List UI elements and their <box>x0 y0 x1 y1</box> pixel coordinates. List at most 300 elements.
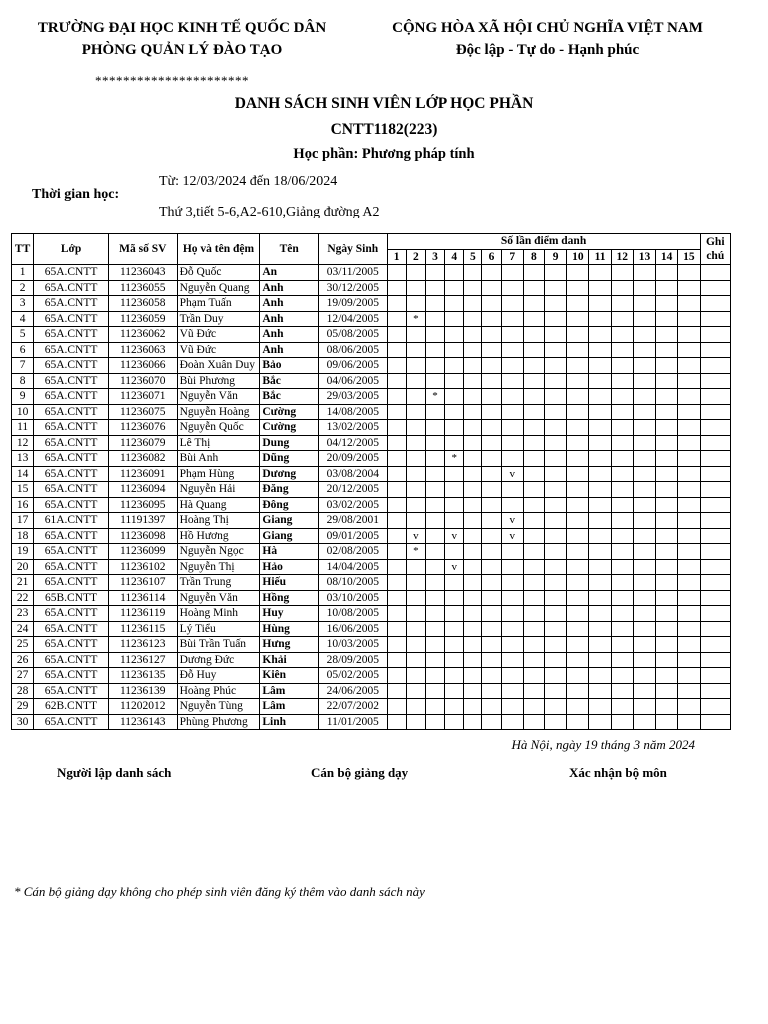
col-header-attendance: Số lần điểm danh <box>387 234 700 250</box>
attendance-cell <box>567 513 589 529</box>
cell-note <box>700 342 730 358</box>
cell-class: 65A.CNTT <box>34 265 109 281</box>
attendance-cell <box>482 606 501 622</box>
cell-dob: 22/07/2002 <box>318 699 387 715</box>
attendance-cell <box>406 714 425 730</box>
attendance-cell <box>482 544 501 560</box>
attendance-cell <box>501 544 523 560</box>
attendance-cell: * <box>406 311 425 327</box>
attendance-cell <box>501 652 523 668</box>
attendance-cell <box>611 621 633 637</box>
cell-note <box>700 296 730 312</box>
attendance-cell <box>589 575 611 591</box>
attendance-cell <box>482 699 501 715</box>
attendance-cell <box>445 389 464 405</box>
cell-student-id: 11236070 <box>108 373 177 389</box>
cell-class: 65A.CNTT <box>34 482 109 498</box>
attendance-cell <box>482 559 501 575</box>
attendance-cell <box>425 559 444 575</box>
attendance-cell: * <box>406 544 425 560</box>
cell-class: 65A.CNTT <box>34 683 109 699</box>
attendance-cell <box>482 683 501 699</box>
table-row <box>12 590 731 606</box>
attendance-cell <box>387 389 406 405</box>
cell-tt: 18 <box>12 528 34 544</box>
attendance-cell <box>464 575 482 591</box>
attendance-cell <box>523 327 544 343</box>
attendance-cell <box>633 544 655 560</box>
cell-class: 65A.CNTT <box>34 451 109 467</box>
cell-name: Bắc <box>260 389 319 405</box>
cell-surname: Hồ Hương <box>177 528 260 544</box>
cell-student-id: 11236091 <box>108 466 177 482</box>
table-row <box>12 482 731 498</box>
attendance-cell <box>567 606 589 622</box>
attendance-cell <box>656 342 678 358</box>
attendance-cell <box>589 637 611 653</box>
attendance-cell <box>545 420 567 436</box>
attendance-cell <box>567 575 589 591</box>
cell-class: 65A.CNTT <box>34 714 109 730</box>
cell-class: 65A.CNTT <box>34 358 109 374</box>
cell-dob: 10/08/2005 <box>318 606 387 622</box>
cell-dob: 16/06/2005 <box>318 621 387 637</box>
cell-dob: 14/04/2005 <box>318 559 387 575</box>
cell-tt: 27 <box>12 668 34 684</box>
attendance-cell <box>633 714 655 730</box>
cell-dob: 20/09/2005 <box>318 451 387 467</box>
class-code: CNTT1182(223) <box>330 121 438 138</box>
cell-dob: 04/06/2005 <box>318 373 387 389</box>
cell-name: Bảo <box>260 358 319 374</box>
attendance-cell <box>567 373 589 389</box>
cell-surname: Đỗ Huy <box>177 668 260 684</box>
course-name: Học phần: Phương pháp tính <box>293 146 475 162</box>
attendance-cell <box>567 699 589 715</box>
cell-tt: 3 <box>12 296 34 312</box>
attendance-cell <box>387 621 406 637</box>
table-row <box>12 683 731 699</box>
table-row <box>12 637 731 653</box>
attendance-cell <box>406 699 425 715</box>
attendance-cell <box>633 637 655 653</box>
cell-name: Hưng <box>260 637 319 653</box>
cell-class: 65A.CNTT <box>34 668 109 684</box>
attendance-cell <box>445 683 464 699</box>
student-roster-table <box>11 233 731 730</box>
attendance-cell <box>611 683 633 699</box>
attendance-cell <box>387 575 406 591</box>
attendance-cell <box>523 482 544 498</box>
cell-name: Lâm <box>260 683 319 699</box>
table-row <box>12 435 731 451</box>
attendance-cell <box>445 513 464 529</box>
attendance-cell <box>589 528 611 544</box>
cell-student-id: 11236135 <box>108 668 177 684</box>
attendance-cell <box>656 404 678 420</box>
attendance-cell <box>445 590 464 606</box>
attendance-cell <box>678 699 700 715</box>
attendance-cell <box>656 497 678 513</box>
attendance-cell <box>633 652 655 668</box>
attendance-cell <box>633 621 655 637</box>
attendance-cell <box>545 373 567 389</box>
attendance-cell <box>633 358 655 374</box>
attendance-cell <box>425 358 444 374</box>
cell-name: Anh <box>260 296 319 312</box>
attendance-cell <box>387 404 406 420</box>
attendance-cell <box>425 699 444 715</box>
cell-name: Giang <box>260 513 319 529</box>
attendance-cell <box>656 420 678 436</box>
table-row <box>12 466 731 482</box>
attendance-cell <box>523 621 544 637</box>
attendance-cell <box>678 404 700 420</box>
attendance-cell <box>445 311 464 327</box>
cell-note <box>700 358 730 374</box>
table-row <box>12 621 731 637</box>
attendance-cell <box>523 652 544 668</box>
attendance-cell <box>501 358 523 374</box>
attendance-cell <box>589 497 611 513</box>
attendance-cell <box>406 466 425 482</box>
attendance-cell <box>523 637 544 653</box>
attendance-cell <box>678 544 700 560</box>
attendance-cell <box>611 435 633 451</box>
attendance-cell <box>678 420 700 436</box>
session-header-9: 9 <box>545 249 567 265</box>
attendance-cell <box>425 544 444 560</box>
cell-class: 65A.CNTT <box>34 606 109 622</box>
attendance-cell <box>464 358 482 374</box>
session-header-1: 1 <box>387 249 406 265</box>
attendance-cell <box>445 404 464 420</box>
attendance-cell <box>611 420 633 436</box>
attendance-cell <box>656 513 678 529</box>
col-header-name: Tên <box>260 234 319 265</box>
table-row <box>12 544 731 560</box>
cell-dob: 02/08/2005 <box>318 544 387 560</box>
attendance-cell <box>678 373 700 389</box>
attendance-cell <box>406 513 425 529</box>
attendance-cell <box>589 451 611 467</box>
cell-tt: 15 <box>12 482 34 498</box>
attendance-cell <box>611 699 633 715</box>
attendance-cell <box>545 590 567 606</box>
attendance-cell <box>545 296 567 312</box>
attendance-cell <box>425 590 444 606</box>
cell-class: 65A.CNTT <box>34 280 109 296</box>
attendance-cell <box>545 621 567 637</box>
cell-name: Anh <box>260 342 319 358</box>
attendance-cell <box>611 513 633 529</box>
attendance-cell <box>678 575 700 591</box>
attendance-cell <box>482 265 501 281</box>
cell-dob: 03/08/2004 <box>318 466 387 482</box>
table-row <box>12 358 731 374</box>
attendance-cell <box>387 606 406 622</box>
attendance-cell: v <box>445 559 464 575</box>
attendance-cell <box>589 482 611 498</box>
table-row <box>12 699 731 715</box>
attendance-cell <box>545 606 567 622</box>
attendance-cell <box>501 265 523 281</box>
attendance-cell <box>425 296 444 312</box>
attendance-cell <box>406 373 425 389</box>
attendance-cell <box>464 466 482 482</box>
attendance-cell <box>567 342 589 358</box>
attendance-cell <box>523 559 544 575</box>
attendance-cell <box>545 466 567 482</box>
cell-student-id: 11236076 <box>108 420 177 436</box>
cell-student-id: 11236082 <box>108 451 177 467</box>
cell-tt: 17 <box>12 513 34 529</box>
attendance-cell <box>523 358 544 374</box>
cell-student-id: 11236094 <box>108 482 177 498</box>
cell-class: 65A.CNTT <box>34 652 109 668</box>
attendance-cell <box>545 559 567 575</box>
cell-tt: 2 <box>12 280 34 296</box>
attendance-cell <box>678 327 700 343</box>
attendance-cell <box>501 575 523 591</box>
study-period-label: Thời gian học: <box>32 187 120 202</box>
cell-tt: 24 <box>12 621 34 637</box>
cell-class: 65A.CNTT <box>34 528 109 544</box>
table-row <box>12 265 731 281</box>
attendance-cell <box>611 265 633 281</box>
attendance-cell <box>482 466 501 482</box>
attendance-cell <box>464 280 482 296</box>
attendance-cell <box>425 342 444 358</box>
attendance-cell <box>656 544 678 560</box>
cell-surname: Phùng Phương <box>177 714 260 730</box>
attendance-cell <box>445 482 464 498</box>
cell-tt: 5 <box>12 327 34 343</box>
attendance-cell <box>406 668 425 684</box>
attendance-cell <box>387 528 406 544</box>
attendance-cell <box>567 544 589 560</box>
attendance-cell <box>633 404 655 420</box>
attendance-cell <box>523 683 544 699</box>
cell-note <box>700 311 730 327</box>
attendance-cell <box>387 482 406 498</box>
cell-note <box>700 327 730 343</box>
university-header <box>22 17 342 61</box>
attendance-cell <box>482 280 501 296</box>
cell-dob: 19/09/2005 <box>318 296 387 312</box>
attendance-cell <box>567 466 589 482</box>
study-schedule: Thứ 3,tiết 5-6,A2-610,Giảng đường A2 <box>159 205 380 218</box>
attendance-cell <box>633 559 655 575</box>
attendance-cell <box>523 699 544 715</box>
cell-tt: 8 <box>12 373 34 389</box>
attendance-cell <box>567 451 589 467</box>
session-header-3: 3 <box>425 249 444 265</box>
attendance-cell <box>464 544 482 560</box>
attendance-cell <box>523 668 544 684</box>
attendance-cell <box>387 451 406 467</box>
cell-dob: 03/02/2005 <box>318 497 387 513</box>
cell-name: Anh <box>260 327 319 343</box>
cell-dob: 14/08/2005 <box>318 404 387 420</box>
cell-note <box>700 451 730 467</box>
attendance-cell <box>656 280 678 296</box>
attendance-cell <box>611 466 633 482</box>
attendance-cell <box>523 714 544 730</box>
cell-surname: Hoàng Phúc <box>177 683 260 699</box>
cell-note <box>700 621 730 637</box>
attendance-cell <box>678 590 700 606</box>
attendance-cell <box>464 451 482 467</box>
attendance-cell <box>464 513 482 529</box>
attendance-cell <box>464 559 482 575</box>
attendance-cell <box>464 265 482 281</box>
attendance-cell <box>656 683 678 699</box>
attendance-cell <box>464 528 482 544</box>
attendance-cell <box>445 466 464 482</box>
cell-surname: Nguyễn Ngọc <box>177 544 260 560</box>
attendance-cell <box>545 683 567 699</box>
national-motto: Độc lập - Tự do - Hạnh phúc <box>455 42 640 58</box>
attendance-cell <box>656 606 678 622</box>
attendance-cell <box>482 389 501 405</box>
cell-surname: Phạm Tuấn <box>177 296 260 312</box>
attendance-cell <box>501 404 523 420</box>
cell-note <box>700 590 730 606</box>
cell-student-id: 11236066 <box>108 358 177 374</box>
cell-dob: 04/12/2005 <box>318 435 387 451</box>
note-label-2: chú <box>706 250 725 262</box>
attendance-cell <box>545 652 567 668</box>
cell-note <box>700 668 730 684</box>
attendance-cell <box>482 497 501 513</box>
cell-dob: 05/02/2005 <box>318 668 387 684</box>
attendance-cell <box>501 714 523 730</box>
attendance-cell <box>501 699 523 715</box>
attendance-cell <box>445 265 464 281</box>
attendance-cell <box>482 513 501 529</box>
cell-tt: 6 <box>12 342 34 358</box>
attendance-cell <box>633 683 655 699</box>
table-row <box>12 420 731 436</box>
cell-student-id: 11236119 <box>108 606 177 622</box>
attendance-cell <box>678 621 700 637</box>
cell-tt: 13 <box>12 451 34 467</box>
attendance-cell <box>567 621 589 637</box>
attendance-cell <box>633 699 655 715</box>
university-name: TRƯỜNG ĐẠI HỌC KINH TẾ QUỐC DÂN <box>37 20 327 36</box>
attendance-cell <box>633 373 655 389</box>
attendance-cell <box>589 466 611 482</box>
attendance-cell <box>545 544 567 560</box>
attendance-cell <box>523 528 544 544</box>
cell-dob: 29/03/2005 <box>318 389 387 405</box>
table-row <box>12 296 731 312</box>
attendance-cell <box>445 435 464 451</box>
attendance-cell <box>501 342 523 358</box>
attendance-cell <box>464 389 482 405</box>
attendance-cell <box>633 342 655 358</box>
attendance-cell <box>678 606 700 622</box>
attendance-cell <box>678 265 700 281</box>
cell-student-id: 11236059 <box>108 311 177 327</box>
attendance-cell <box>545 575 567 591</box>
attendance-cell <box>589 435 611 451</box>
cell-surname: Bùi Trần Tuấn <box>177 637 260 653</box>
attendance-cell <box>425 404 444 420</box>
table-row <box>12 606 731 622</box>
attendance-cell <box>387 497 406 513</box>
cell-surname: Nguyễn Quang <box>177 280 260 296</box>
cell-tt: 20 <box>12 559 34 575</box>
attendance-cell <box>589 280 611 296</box>
table-row <box>12 497 731 513</box>
attendance-cell <box>567 668 589 684</box>
attendance-cell <box>464 699 482 715</box>
attendance-cell <box>611 544 633 560</box>
attendance-cell <box>656 373 678 389</box>
attendance-cell <box>523 342 544 358</box>
attendance-cell <box>589 373 611 389</box>
attendance-cell <box>545 528 567 544</box>
attendance-cell <box>501 296 523 312</box>
attendance-cell <box>425 373 444 389</box>
attendance-cell <box>589 404 611 420</box>
attendance-cell <box>482 668 501 684</box>
attendance-cell <box>482 451 501 467</box>
table-row <box>12 373 731 389</box>
attendance-cell <box>545 451 567 467</box>
cell-surname: Phạm Hùng <box>177 466 260 482</box>
cell-class: 65A.CNTT <box>34 342 109 358</box>
attendance-cell <box>633 420 655 436</box>
attendance-cell <box>445 296 464 312</box>
cell-student-id: 11202012 <box>108 699 177 715</box>
attendance-cell <box>589 311 611 327</box>
attendance-cell <box>464 497 482 513</box>
session-header-10: 10 <box>567 249 589 265</box>
attendance-cell <box>633 389 655 405</box>
cell-surname: Nguyễn Thị <box>177 559 260 575</box>
attendance-cell <box>445 714 464 730</box>
attendance-cell <box>445 699 464 715</box>
cell-tt: 22 <box>12 590 34 606</box>
cell-surname: Đỗ Quốc <box>177 265 260 281</box>
cell-class: 65A.CNTT <box>34 311 109 327</box>
cell-note <box>700 265 730 281</box>
attendance-cell <box>445 621 464 637</box>
cell-student-id: 11236063 <box>108 342 177 358</box>
cell-tt: 4 <box>12 311 34 327</box>
attendance-cell <box>501 497 523 513</box>
table-row <box>12 451 731 467</box>
attendance-cell <box>464 621 482 637</box>
cell-class: 65A.CNTT <box>34 637 109 653</box>
cell-note <box>700 466 730 482</box>
attendance-cell <box>567 358 589 374</box>
cell-dob: 30/12/2005 <box>318 280 387 296</box>
attendance-cell <box>523 280 544 296</box>
attendance-cell <box>406 559 425 575</box>
attendance-cell <box>501 373 523 389</box>
attendance-cell <box>633 528 655 544</box>
attendance-cell <box>425 451 444 467</box>
attendance-cell <box>406 621 425 637</box>
cell-class: 65A.CNTT <box>34 544 109 560</box>
attendance-cell <box>589 652 611 668</box>
attendance-cell <box>589 621 611 637</box>
attendance-cell <box>406 652 425 668</box>
